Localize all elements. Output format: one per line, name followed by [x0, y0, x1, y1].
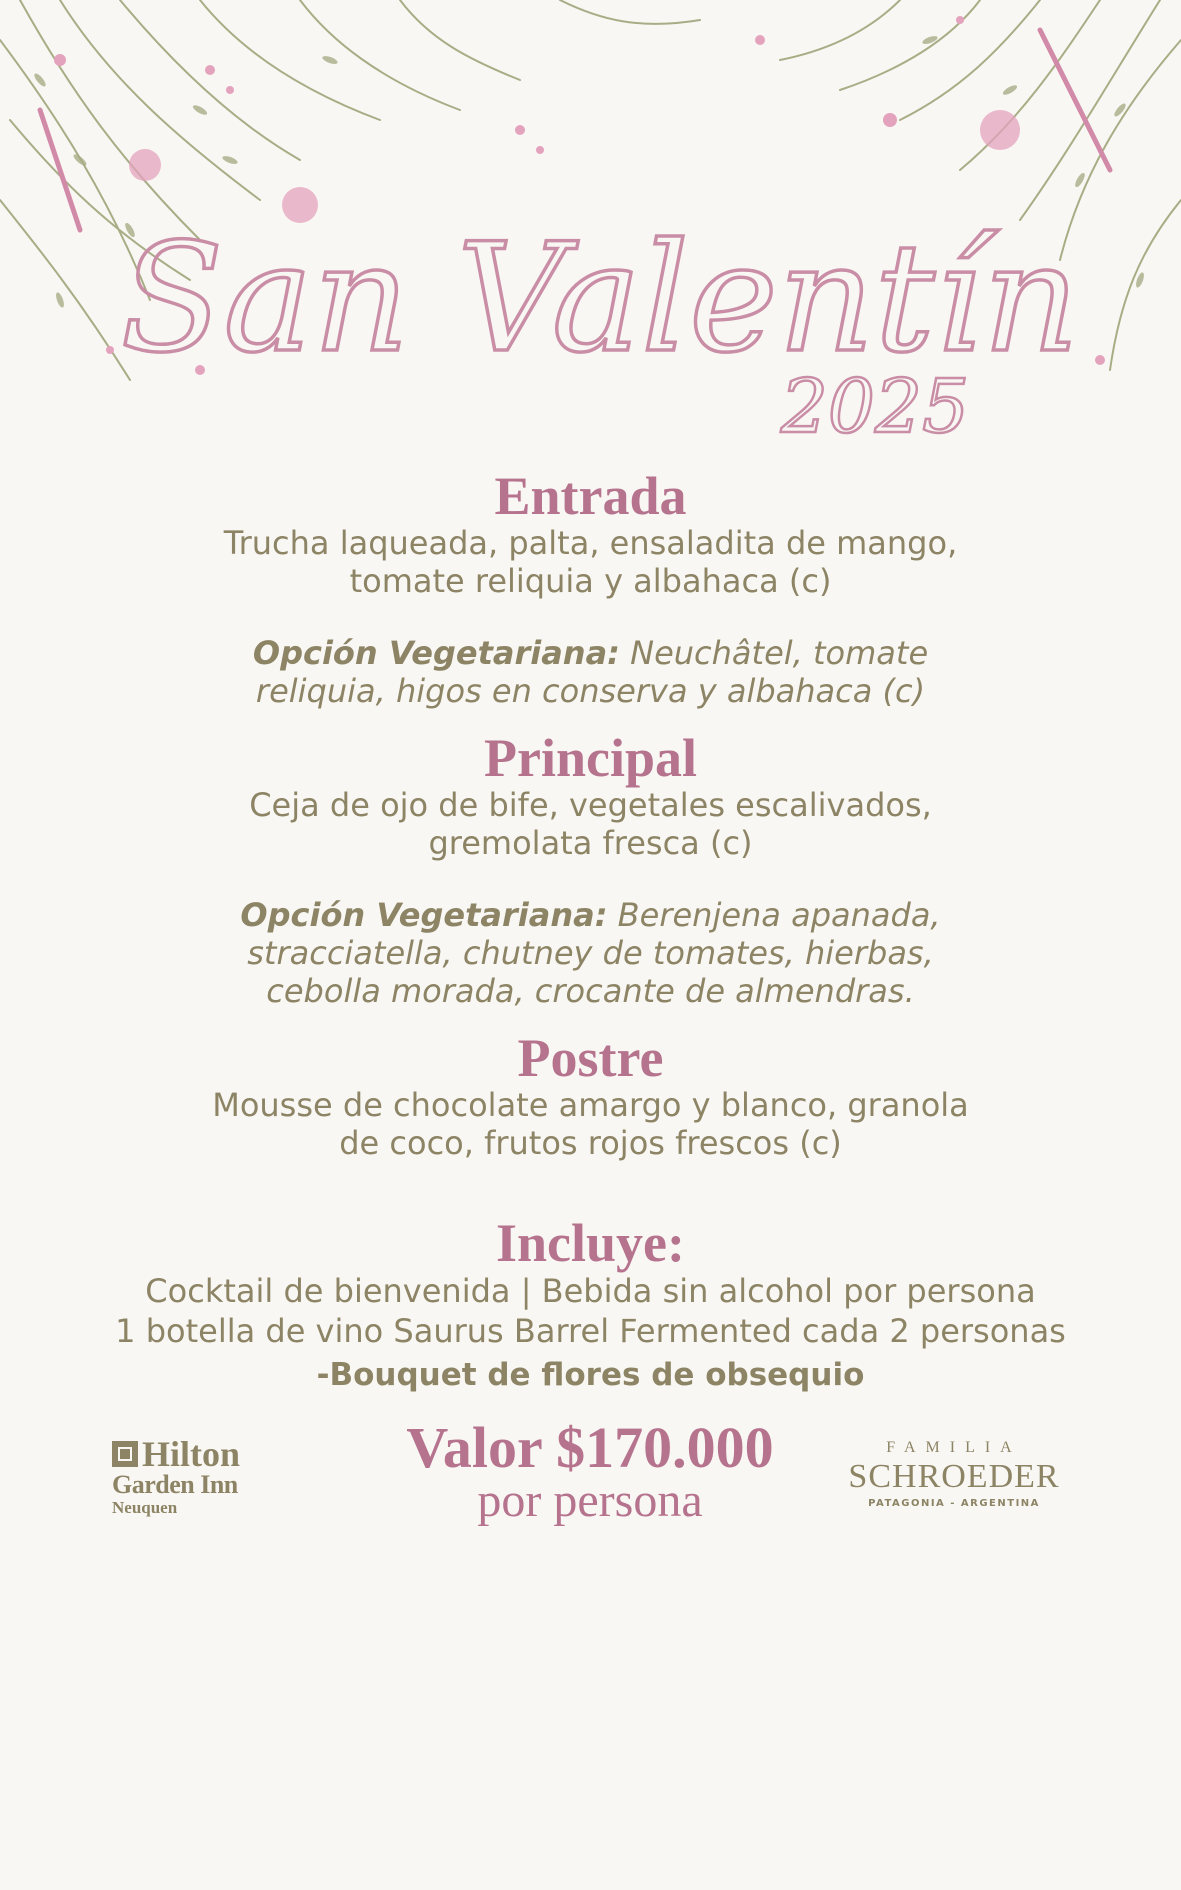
title-script — [0, 0, 1181, 440]
principal-veg-text: Berenjena apanada, — [607, 896, 941, 934]
postre-heading: Postre — [517, 1028, 664, 1088]
includes-line2: 1 botella de vino Saurus Barrel Fermented cada 2 personas — [115, 1312, 1066, 1350]
hilton-garden-inn-logo — [112, 1436, 282, 1518]
section-entrada — [0, 468, 1181, 710]
entrada-veg-text: Neuchâtel, tomate — [619, 634, 929, 672]
entrada-veg-label: Opción Vegetariana: — [252, 634, 620, 672]
familia-schroeder-logo — [836, 1438, 1072, 1512]
price-block — [350, 1415, 830, 1527]
section-postre — [0, 1030, 1181, 1162]
entrada-veg-line1 — [0, 634, 1181, 672]
schroeder-line2: SCHROEDER — [848, 1458, 1060, 1495]
schroeder-line3: PATAGONIA - ARGENTINA — [868, 1498, 1040, 1509]
entrada-dish-line1: Trucha laqueada, palta, ensaladita de mango, — [223, 524, 958, 562]
principal-veg-line1 — [0, 896, 1181, 934]
section-includes — [0, 1215, 1181, 1395]
title-year: 2025 — [780, 364, 970, 440]
section-principal — [0, 730, 1181, 1010]
principal-dish-line1: Ceja de ojo de bife, vegetales escalivados, — [249, 786, 932, 824]
postre-dish-line1: Mousse de chocolate amargo y blanco, granola — [212, 1086, 969, 1124]
schroeder-line1: FAMILIA — [886, 1439, 1022, 1456]
price-sub: por persona — [477, 1474, 703, 1527]
entrada-veg-line2: reliquia, higos en conserva y albahaca (c) — [255, 672, 926, 710]
principal-dish-line2: gremolata fresca (c) — [428, 824, 753, 862]
entrada-dish-line2: tomate reliquia y albahaca (c) — [349, 562, 832, 600]
principal-veg-line2: stracciatella, chutney de tomates, hierbas, — [247, 934, 934, 972]
hilton-line3: Neuquen — [112, 1498, 178, 1517]
hilton-line1: Hilton — [142, 1434, 241, 1474]
entrada-heading: Entrada — [494, 466, 687, 526]
includes-bouquet: -Bouquet de flores de obsequio — [316, 1357, 865, 1393]
principal-veg-line3: cebolla morada, crocante de almendras. — [266, 972, 915, 1010]
hilton-line2: Garden Inn — [112, 1470, 238, 1499]
principal-heading: Principal — [484, 728, 697, 788]
principal-veg-label: Opción Vegetariana: — [240, 896, 608, 934]
includes-line1: Cocktail de bienvenida | Bebida sin alcohol por persona — [145, 1272, 1036, 1310]
title-script-text: San Valentín — [120, 212, 1080, 386]
hilton-wordmark — [112, 1436, 282, 1472]
postre-dish-line2: de coco, frutos rojos frescos (c) — [339, 1124, 842, 1162]
price-main: Valor $170.000 — [406, 1415, 774, 1480]
hilton-mark-icon — [112, 1441, 138, 1467]
includes-heading: Incluye: — [496, 1213, 685, 1273]
